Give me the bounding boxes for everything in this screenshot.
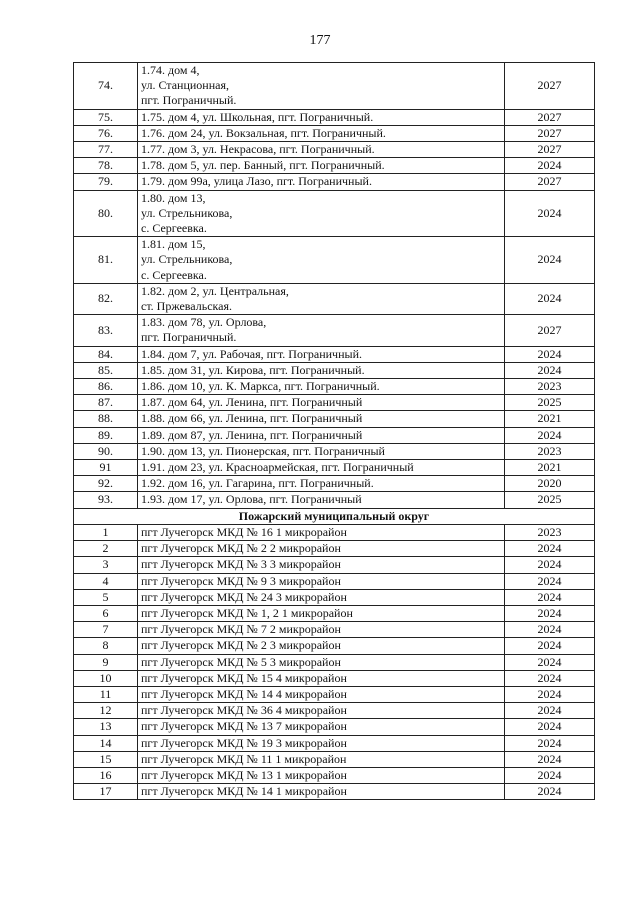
row-number: 11 (74, 686, 138, 702)
table-row (74, 283, 595, 314)
table-row (74, 686, 595, 702)
row-number: 90. (74, 443, 138, 459)
address-line: 1.84. дом 7, ул. Рабочая, пгт. Пограничный. (141, 346, 362, 361)
year-cell: 2025 (505, 492, 595, 508)
section-header-row (74, 508, 595, 524)
year-cell: 2024 (505, 767, 595, 783)
row-number: 12 (74, 703, 138, 719)
address-line: 1.93. дом 17, ул. Орлова, пгт. Пограничный (141, 492, 362, 507)
table-row (74, 573, 595, 589)
year-cell: 2027 (505, 63, 595, 110)
table-row (74, 703, 595, 719)
address-cell (138, 476, 505, 492)
address-line: 1.76. дом 24, ул. Вокзальная, пгт. Пограничный. (141, 125, 386, 140)
row-number: 91 (74, 460, 138, 476)
address-line: пгт Лучегорск МКД № 1, 2 1 микрорайон (141, 605, 353, 620)
address-line: 1.78. дом 5, ул. пер. Банный, пгт. Пограничный. (141, 158, 385, 173)
housing-program-table (73, 62, 595, 800)
address-line: пгт Лучегорск МКД № 19 3 микрорайон (141, 735, 347, 750)
address-line: пгт Лучегорск МКД № 2 2 микрорайон (141, 541, 341, 556)
address-cell (138, 443, 505, 459)
table-row (74, 541, 595, 557)
address-cell (138, 237, 505, 284)
table-row (74, 174, 595, 190)
table-row (74, 719, 595, 735)
year-cell: 2024 (505, 703, 595, 719)
row-number: 13 (74, 719, 138, 735)
address-cell (138, 573, 505, 589)
address-line: 1.75. дом 4, ул. Школьная, пгт. Пограничный. (141, 109, 374, 124)
table-row (74, 589, 595, 605)
table-row (74, 190, 595, 237)
address-cell (138, 524, 505, 540)
address-line: с. Сергеевка. (141, 221, 207, 236)
address-line: пгт Лучегорск МКД № 24 3 микрорайон (141, 589, 347, 604)
address-line: с. Сергеевка. (141, 267, 207, 282)
address-cell (138, 605, 505, 621)
page-number: 177 (309, 33, 331, 48)
year-cell: 2024 (505, 541, 595, 557)
year-cell: 2024 (505, 346, 595, 362)
row-number: 10 (74, 670, 138, 686)
address-cell (138, 638, 505, 654)
address-line: пгт Лучегорск МКД № 2 3 микрорайон (141, 638, 341, 653)
row-number: 5 (74, 589, 138, 605)
address-line: пгт. Пограничный. (141, 93, 237, 108)
row-number: 6 (74, 605, 138, 621)
table-row (74, 460, 595, 476)
address-cell (138, 362, 505, 378)
address-line: 1.87. дом 64, ул. Ленина, пгт. Пограничный (141, 395, 363, 410)
year-cell: 2024 (505, 654, 595, 670)
row-number: 15 (74, 751, 138, 767)
table-row (74, 784, 595, 800)
row-number: 16 (74, 767, 138, 783)
table-row (74, 735, 595, 751)
table-row (74, 63, 595, 110)
address-line: 1.86. дом 10, ул. К. Маркса, пгт. Пограничный. (141, 379, 380, 394)
address-line: 1.83. дом 78, ул. Орлова, (141, 315, 267, 330)
address-cell (138, 174, 505, 190)
year-cell: 2024 (505, 557, 595, 573)
table-row (74, 524, 595, 540)
row-number: 87. (74, 395, 138, 411)
address-line: 1.85. дом 31, ул. Кирова, пгт. Пограничный. (141, 362, 365, 377)
address-cell (138, 427, 505, 443)
year-cell: 2024 (505, 283, 595, 314)
row-number: 7 (74, 622, 138, 638)
row-number: 78. (74, 158, 138, 174)
table-row (74, 751, 595, 767)
address-line: ул. Стрельникова, (141, 205, 233, 220)
address-line: 1.89. дом 87, ул. Ленина, пгт. Пограничный (141, 427, 363, 442)
address-line: пгт Лучегорск МКД № 14 1 микрорайон (141, 784, 347, 799)
year-cell: 2024 (505, 573, 595, 589)
address-cell (138, 492, 505, 508)
year-cell: 2021 (505, 460, 595, 476)
address-line: пгт Лучегорск МКД № 13 1 микрорайон (141, 767, 347, 782)
year-cell: 2024 (505, 622, 595, 638)
address-cell (138, 109, 505, 125)
address-line: 1.79. дом 99а, улица Лазо, пгт. Пограничный. (141, 174, 372, 189)
address-cell (138, 315, 505, 346)
year-cell: 2024 (505, 751, 595, 767)
address-cell (138, 686, 505, 702)
address-line: ул. Станционная, (141, 78, 229, 93)
year-cell: 2024 (505, 735, 595, 751)
year-cell: 2024 (505, 427, 595, 443)
address-cell (138, 460, 505, 476)
address-line: пгт Лучегорск МКД № 15 4 микрорайон (141, 670, 347, 685)
table-body (74, 63, 595, 800)
row-number: 79. (74, 174, 138, 190)
table-row (74, 158, 595, 174)
year-cell: 2024 (505, 237, 595, 284)
address-line: пгт Лучегорск МКД № 9 3 микрорайон (141, 573, 341, 588)
table-row (74, 362, 595, 378)
table-row (74, 427, 595, 443)
address-line: пгт Лучегорск МКД № 13 7 микрорайон (141, 719, 347, 734)
row-number: 84. (74, 346, 138, 362)
table-row (74, 670, 595, 686)
address-line: пгт Лучегорск МКД № 3 3 микрорайон (141, 557, 341, 572)
table-row (74, 395, 595, 411)
address-line: пгт Лучегорск МКД № 36 4 микрорайон (141, 703, 347, 718)
row-number: 89. (74, 427, 138, 443)
table-row (74, 622, 595, 638)
table-row (74, 379, 595, 395)
year-cell: 2024 (505, 638, 595, 654)
row-number: 17 (74, 784, 138, 800)
address-line: 1.81. дом 15, (141, 237, 206, 252)
year-cell: 2027 (505, 315, 595, 346)
address-cell (138, 735, 505, 751)
address-cell (138, 670, 505, 686)
address-line: пгт Лучегорск МКД № 11 1 микрорайон (141, 751, 347, 766)
year-cell: 2021 (505, 411, 595, 427)
address-cell (138, 751, 505, 767)
year-cell: 2024 (505, 686, 595, 702)
year-cell: 2024 (505, 670, 595, 686)
address-cell (138, 379, 505, 395)
year-cell: 2027 (505, 125, 595, 141)
row-number: 4 (74, 573, 138, 589)
row-number: 75. (74, 109, 138, 125)
address-line: пгт Лучегорск МКД № 14 4 микрорайон (141, 686, 347, 701)
address-cell (138, 541, 505, 557)
address-line: 1.77. дом 3, ул. Некрасова, пгт. Пограничный. (141, 142, 375, 157)
table-row (74, 557, 595, 573)
table-row (74, 346, 595, 362)
row-number: 77. (74, 142, 138, 158)
section-title: Пожарский муниципальный округ (74, 508, 595, 524)
table-row (74, 125, 595, 141)
row-number: 81. (74, 237, 138, 284)
row-number: 83. (74, 315, 138, 346)
address-cell (138, 63, 505, 110)
table-row (74, 492, 595, 508)
address-cell (138, 622, 505, 638)
address-line: 1.90. дом 13, ул. Пионерская, пгт. Пограничный (141, 443, 385, 458)
table-row (74, 142, 595, 158)
address-cell (138, 283, 505, 314)
address-line: 1.80. дом 13, (141, 190, 206, 205)
address-line: ул. Стрельникова, (141, 252, 233, 267)
table-row (74, 638, 595, 654)
address-cell (138, 719, 505, 735)
table-row (74, 654, 595, 670)
year-cell: 2025 (505, 395, 595, 411)
year-cell: 2020 (505, 476, 595, 492)
row-number: 80. (74, 190, 138, 237)
year-cell: 2024 (505, 362, 595, 378)
address-line: 1.88. дом 66, ул. Ленина, пгт. Пограничный (141, 411, 363, 426)
address-cell (138, 703, 505, 719)
year-cell: 2024 (505, 158, 595, 174)
table-row (74, 476, 595, 492)
address-cell (138, 589, 505, 605)
table-row (74, 315, 595, 346)
table-row (74, 767, 595, 783)
table-row (74, 411, 595, 427)
address-line: пгт Лучегорск МКД № 16 1 микрорайон (141, 524, 347, 539)
address-cell (138, 654, 505, 670)
table-row (74, 237, 595, 284)
address-line: пгт Лучегорск МКД № 5 3 микрорайон (141, 654, 341, 669)
address-cell (138, 190, 505, 237)
row-number: 86. (74, 379, 138, 395)
row-number: 1 (74, 524, 138, 540)
year-cell: 2023 (505, 379, 595, 395)
year-cell: 2024 (505, 605, 595, 621)
address-cell (138, 411, 505, 427)
address-line: пгт Лучегорск МКД № 7 2 микрорайон (141, 622, 341, 637)
address-line: 1.92. дом 16, ул. Гагарина, пгт. Пограничный. (141, 476, 374, 491)
row-number: 92. (74, 476, 138, 492)
row-number: 88. (74, 411, 138, 427)
address-cell (138, 346, 505, 362)
row-number: 74. (74, 63, 138, 110)
row-number: 76. (74, 125, 138, 141)
table-row (74, 605, 595, 621)
address-line: 1.82. дом 2, ул. Центральная, (141, 283, 289, 298)
address-line: 1.74. дом 4, (141, 63, 200, 77)
address-line: пгт. Пограничный. (141, 330, 237, 345)
year-cell: 2024 (505, 784, 595, 800)
address-line: 1.91. дом 23, ул. Красноармейская, пгт. Пограничный (141, 460, 414, 475)
table-row (74, 443, 595, 459)
year-cell: 2024 (505, 589, 595, 605)
row-number: 82. (74, 283, 138, 314)
row-number: 8 (74, 638, 138, 654)
address-cell (138, 158, 505, 174)
table-row (74, 109, 595, 125)
address-cell (138, 142, 505, 158)
row-number: 2 (74, 541, 138, 557)
year-cell: 2023 (505, 443, 595, 459)
year-cell: 2027 (505, 142, 595, 158)
year-cell: 2027 (505, 174, 595, 190)
address-line: ст. Пржевальская. (141, 299, 233, 314)
row-number: 85. (74, 362, 138, 378)
year-cell: 2023 (505, 524, 595, 540)
address-cell (138, 767, 505, 783)
address-cell (138, 784, 505, 800)
year-cell: 2024 (505, 190, 595, 237)
address-cell (138, 557, 505, 573)
row-number: 14 (74, 735, 138, 751)
row-number: 3 (74, 557, 138, 573)
year-cell: 2027 (505, 109, 595, 125)
year-cell: 2024 (505, 719, 595, 735)
row-number: 9 (74, 654, 138, 670)
address-cell (138, 395, 505, 411)
address-cell (138, 125, 505, 141)
row-number: 93. (74, 492, 138, 508)
